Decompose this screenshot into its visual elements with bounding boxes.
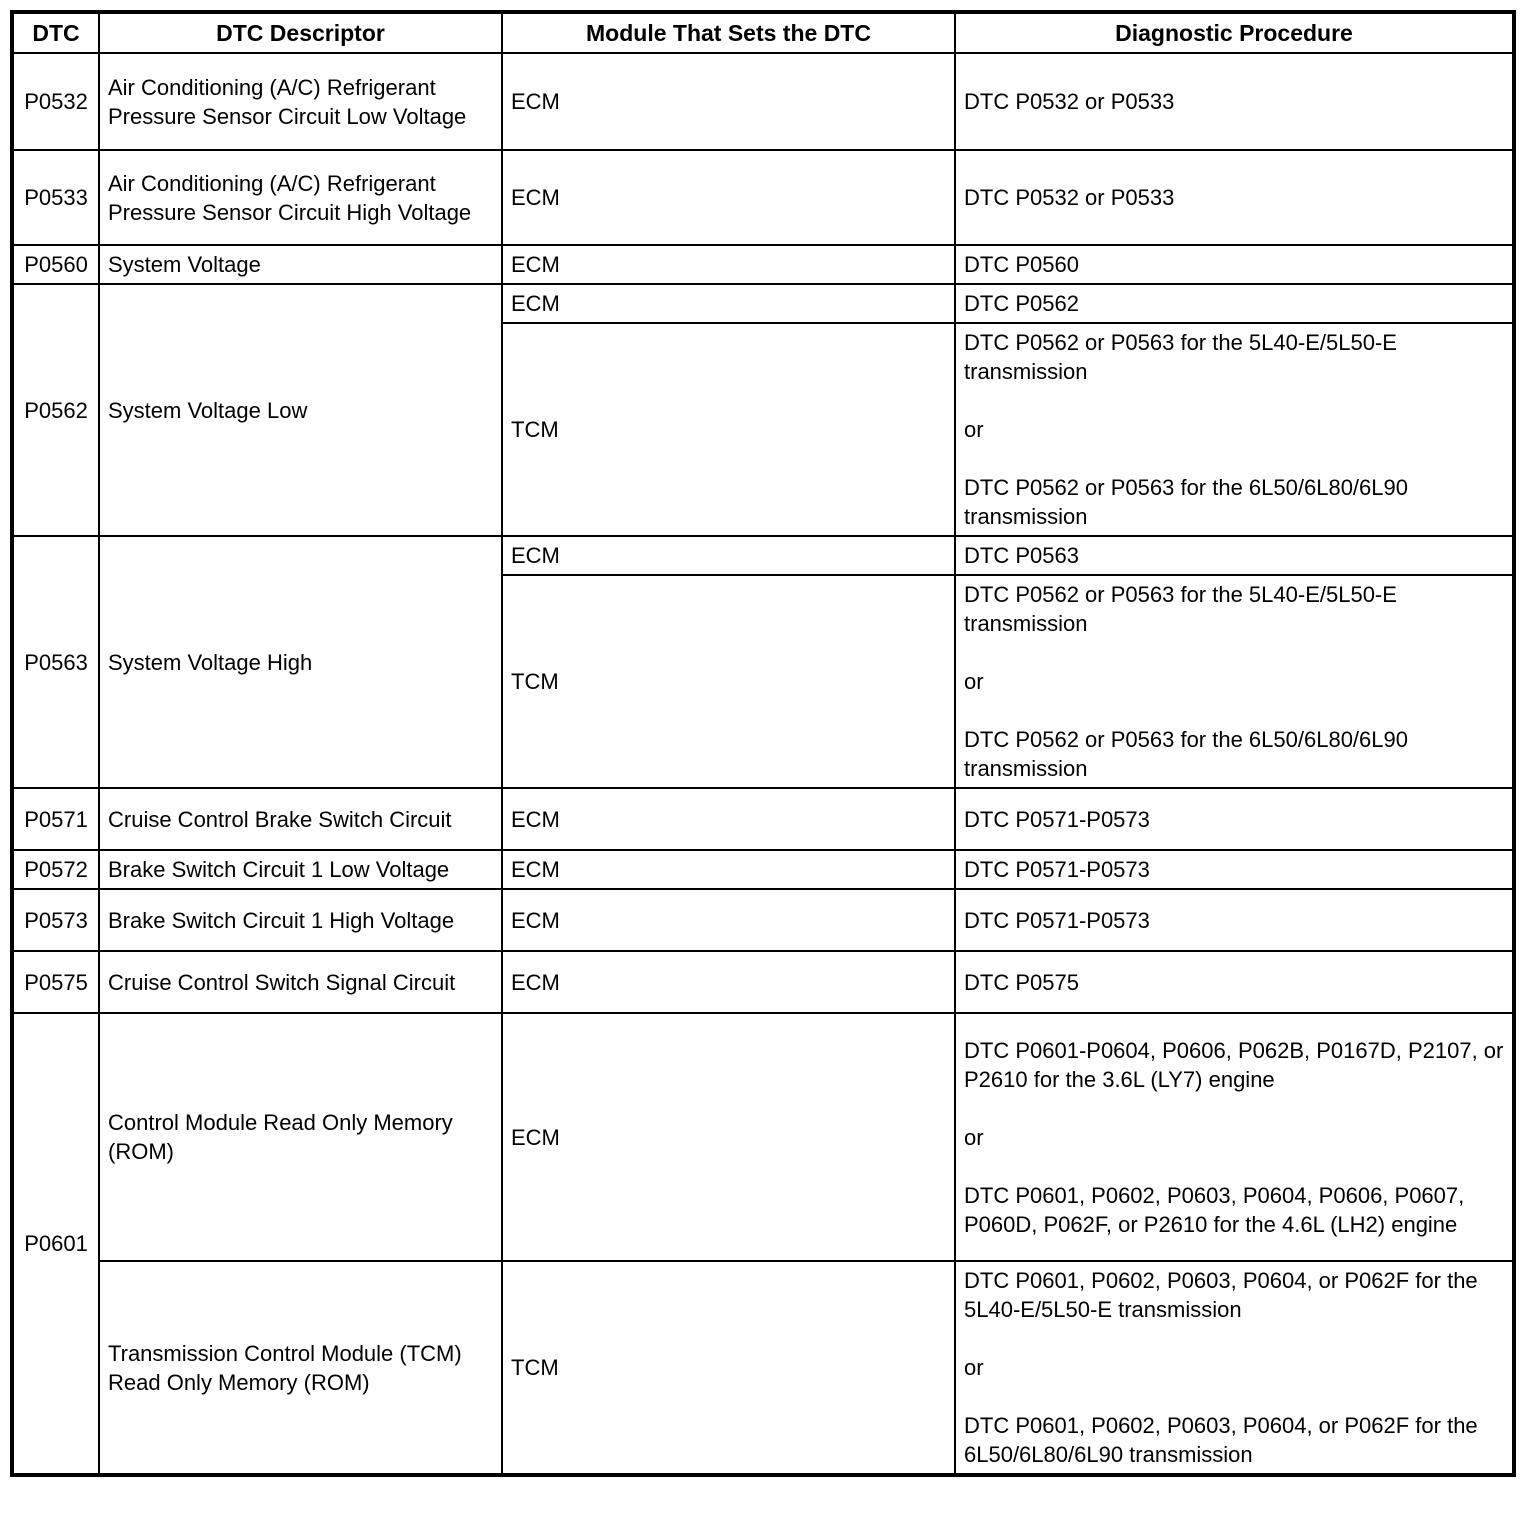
dtc-table-body <box>12 53 1514 1475</box>
procedure-paragraph: DTC P0575 <box>964 969 1079 995</box>
dtc-cell: P0562 <box>12 284 99 536</box>
column-header-module: Module That Sets the DTC <box>502 12 955 53</box>
descriptor-cell: Brake Switch Circuit 1 Low Voltage <box>99 850 502 889</box>
column-header-descriptor: DTC Descriptor <box>99 12 502 53</box>
procedure-cell <box>955 1013 1514 1261</box>
table-row <box>12 1261 1514 1475</box>
module-cell: ECM <box>502 150 955 245</box>
procedure-paragraph: DTC P0562 or P0563 for the 6L50/6L80/6L90 transmission <box>964 475 1408 529</box>
descriptor-cell: System Voltage Low <box>99 284 502 536</box>
table-row <box>12 850 1514 889</box>
table-row <box>12 951 1514 1013</box>
dtc-cell: P0573 <box>12 889 99 951</box>
module-cell: ECM <box>502 53 955 150</box>
table-row <box>12 889 1514 951</box>
procedure-paragraph: or <box>964 669 984 694</box>
table-row <box>12 1013 1514 1261</box>
procedure-paragraph: DTC P0562 or P0563 for the 5L40-E/5L50-E transmission <box>964 582 1397 636</box>
module-cell: ECM <box>502 284 955 323</box>
procedure-paragraph: DTC P0601, P0602, P0603, P0604, P0606, P0607, P060D, P062F, or P2610 for the 4.6L (LH2) engine <box>964 1182 1465 1237</box>
procedure-paragraph: DTC P0601, P0602, P0603, P0604, or P062F for the 5L40-E/5L50-E transmission <box>964 1268 1478 1322</box>
dtc-cell: P0560 <box>12 245 99 284</box>
dtc-cell: P0533 <box>12 150 99 245</box>
module-cell: ECM <box>502 245 955 284</box>
procedure-cell <box>955 850 1514 889</box>
module-cell: TCM <box>502 575 955 788</box>
dtc-cell: P0575 <box>12 951 99 1013</box>
header-row <box>12 12 1514 53</box>
procedure-paragraph: or <box>964 417 984 442</box>
procedure-cell <box>955 951 1514 1013</box>
procedure-paragraph: DTC P0562 or P0563 for the 5L40-E/5L50-E transmission <box>964 330 1397 384</box>
descriptor-cell: Brake Switch Circuit 1 High Voltage <box>99 889 502 951</box>
descriptor-cell: Transmission Control Module (TCM) Read Only Memory (ROM) <box>99 1261 502 1475</box>
procedure-paragraph: DTC P0562 <box>964 291 1079 316</box>
procedure-cell <box>955 788 1514 850</box>
table-row <box>12 788 1514 850</box>
descriptor-cell: Control Module Read Only Memory (ROM) <box>99 1013 502 1261</box>
procedure-cell <box>955 889 1514 951</box>
column-header-procedure: Diagnostic Procedure <box>955 12 1514 53</box>
procedure-paragraph: DTC P0532 or P0533 <box>964 185 1175 210</box>
module-cell: TCM <box>502 323 955 536</box>
module-cell: ECM <box>502 850 955 889</box>
procedure-paragraph: DTC P0562 or P0563 for the 6L50/6L80/6L90 transmission <box>964 727 1408 781</box>
procedure-paragraph: DTC P0571-P0573 <box>964 857 1150 882</box>
dtc-cell: P0571 <box>12 788 99 850</box>
descriptor-cell: Cruise Control Brake Switch Circuit <box>99 788 502 850</box>
table-row <box>12 284 1514 323</box>
descriptor-cell: Air Conditioning (A/C) Refrigerant Pressure Sensor Circuit Low Voltage <box>99 53 502 150</box>
descriptor-cell: Air Conditioning (A/C) Refrigerant Pressure Sensor Circuit High Voltage <box>99 150 502 245</box>
dtc-cell: P0563 <box>12 536 99 788</box>
procedure-cell <box>955 1261 1514 1475</box>
table-row <box>12 150 1514 245</box>
procedure-paragraph: DTC P0560 <box>964 252 1079 277</box>
procedure-cell <box>955 284 1514 323</box>
procedure-cell <box>955 536 1514 575</box>
descriptor-cell: System Voltage <box>99 245 502 284</box>
table-row <box>12 536 1514 575</box>
descriptor-cell: System Voltage High <box>99 536 502 788</box>
module-cell: ECM <box>502 536 955 575</box>
module-cell: TCM <box>502 1261 955 1475</box>
descriptor-cell: Cruise Control Switch Signal Circuit <box>99 951 502 1013</box>
dtc-cell: P0601 <box>12 1013 99 1475</box>
dtc-cell: P0532 <box>12 53 99 150</box>
procedure-paragraph: DTC P0571-P0573 <box>964 806 1150 832</box>
table-row <box>12 245 1514 284</box>
procedure-paragraph: DTC P0532 or P0533 <box>964 89 1175 114</box>
module-cell: ECM <box>502 788 955 850</box>
procedure-cell <box>955 53 1514 150</box>
procedure-paragraph: or <box>964 1355 984 1380</box>
dtc-table <box>10 10 1516 1477</box>
procedure-cell <box>955 245 1514 284</box>
module-cell: ECM <box>502 889 955 951</box>
dtc-table-header <box>12 12 1514 53</box>
procedure-paragraph: DTC P0563 <box>964 543 1079 568</box>
procedure-cell <box>955 575 1514 788</box>
dtc-cell: P0572 <box>12 850 99 889</box>
procedure-cell <box>955 323 1514 536</box>
module-cell: ECM <box>502 1013 955 1261</box>
column-header-dtc: DTC <box>12 12 99 53</box>
procedure-paragraph: DTC P0601, P0602, P0603, P0604, or P062F for the 6L50/6L80/6L90 transmission <box>964 1413 1478 1467</box>
procedure-cell <box>955 150 1514 245</box>
procedure-paragraph: or <box>964 1124 984 1150</box>
module-cell: ECM <box>502 951 955 1013</box>
procedure-paragraph: DTC P0601-P0604, P0606, P062B, P0167D, P2107, or P2610 for the 3.6L (LY7) engine <box>964 1037 1504 1092</box>
table-row <box>12 53 1514 150</box>
procedure-paragraph: DTC P0571-P0573 <box>964 907 1150 933</box>
